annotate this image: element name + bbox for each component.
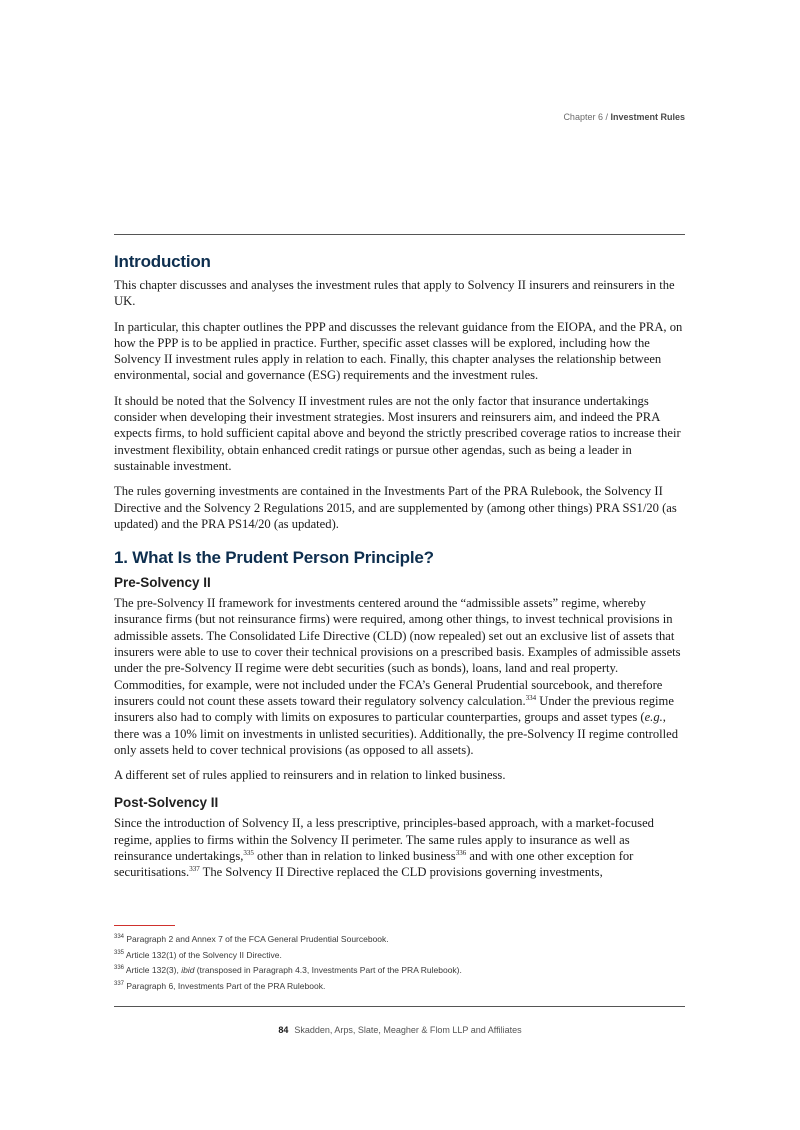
- page-number: 84: [278, 1025, 289, 1035]
- footnote-ref-337[interactable]: 337: [189, 865, 200, 874]
- top-divider: [114, 234, 685, 235]
- footnote-337: $^{337}$ Paragraph 6, Investments Part of the PRA Rulebook.: [114, 980, 326, 991]
- running-header: [563, 112, 685, 122]
- footnote-335: $^{335}$ Article 132(1) of the Solvency II Directive.: [114, 949, 282, 960]
- paragraph: A different set of rules applied to reinsurers and in relation to linked business.: [114, 768, 506, 783]
- firm-name: Skadden, Arps, Slate, Meagher & Flom LLP and Affiliates: [294, 1025, 522, 1035]
- footnote-divider: [114, 925, 175, 926]
- subheading-post-solvency: Post-Solvency II: [114, 795, 219, 811]
- chapter-title: Investment Rules: [610, 112, 685, 122]
- paragraph: Since the introduction of Solvency II, a less prescriptive, principles-based approach, with a market-focused regime, applies to firms within the Solvency II perimeter. The same rules apply to insurance as well as reinsurance undertakings,$^{335}$ other than in relation to linked business$^{336}$ and with one other exception for securitisations.$^{337}$ The Solvency II Directive replaced the CLD provisions governing investments,: [114, 816, 654, 880]
- section-heading-introduction: Introduction: [114, 252, 211, 271]
- paragraph: It should be noted that the Solvency II investment rules are not the only factor that insurance undertakings consider when developing their investment strategies. Most insurers and reinsurers aim, and indeed the PRA expects firms, to hold sufficient capital above and beyond the strictly prescribed coverage ratios to increase their investment flexibility, obtain enhanced credit ratings or pursue other agendas, such as being a leader in sustainable investment.: [114, 393, 681, 473]
- bottom-divider: [114, 1006, 685, 1007]
- paragraph: In particular, this chapter outlines the PPP and discusses the relevant guidance from the EIOPA, and the PRA, on how the PPP is to be applied in practice. Further, specific asset classes will be explored, including how the Solvency II investment rules apply in relation to each. Finally, this chapter analyses the relationship between environmental, social and governance (ESG) requirements and the investment rules.: [114, 319, 683, 383]
- footnotes: [114, 932, 685, 994]
- footnote-ref-336[interactable]: 336: [455, 848, 467, 857]
- subheading-pre-solvency: Pre-Solvency II: [114, 575, 211, 591]
- paragraph: This chapter discusses and analyses the investment rules that apply to Solvency II insurers and reinsurers in the UK.: [114, 278, 675, 309]
- section-heading-ppp: 1. What Is the Prudent Person Principle?: [114, 548, 434, 568]
- chapter-label: Chapter 6 /: [563, 112, 611, 122]
- footnote-ref-334[interactable]: 334: [525, 693, 537, 702]
- footnote-ref-335[interactable]: 335: [243, 848, 254, 857]
- paragraph: The pre-Solvency II framework for investments centered around the “admissible assets” regime, whereby insurance firms (but not reinsurance firms) were required, among other things, to invest technical provisions in admissible assets. The Consolidated Life Directive (CLD) (now repealed) set out an exclusive list of assets that insurers were able to use to cover their technical provisions on a prescribed basis. Examples of admissible assets under the pre-Solvency II regime were debt securities (such as bonds), loans, land and real property. Commodities, for example, were not included under the FCA’s General Prudential sourcebook, and therefore insurers could not count these assets toward their regulatory solvency calculation.$^{334}$ Under the previous regime insurers also had to comply with limits on exposures to particular counterparties, groups and asset types (e.g., there was a 10% limit on investments in unlisted securities). Additionally, the pre-Solvency II regime controlled only assets held to cover technical provisions (as opposed to all assets).: [114, 596, 681, 757]
- footnote-334: $^{334}$ Paragraph 2 and Annex 7 of the FCA General Prudential Sourcebook.: [114, 934, 389, 944]
- footnote-336: $^{336}$ Article 132(3), ibid (transposed in Paragraph 4.3, Investments Part of the PRA Rulebook).: [114, 965, 462, 975]
- page-footer: [0, 1025, 800, 1035]
- main-content: [114, 251, 688, 890]
- paragraph: The rules governing investments are contained in the Investments Part of the PRA Rulebook, the Solvency II Directive and the Solvency 2 Regulations 2015, and are supplemented by (among other things) PRA SS1/20 (as updated) and the PRA PS14/20 (as updated).: [114, 484, 677, 531]
